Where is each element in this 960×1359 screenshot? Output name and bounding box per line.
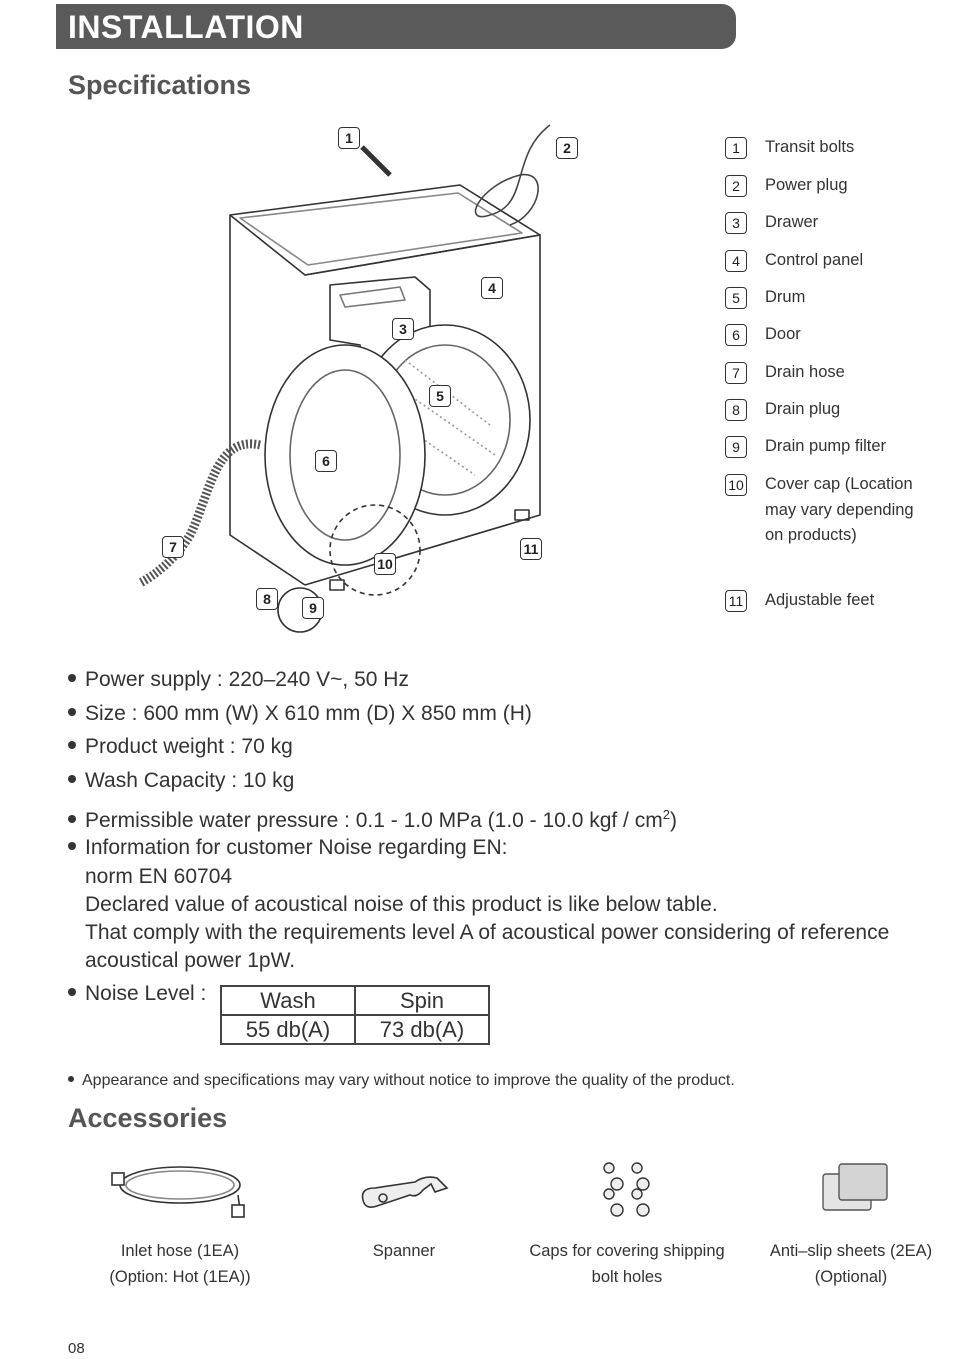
part-item [725, 362, 925, 386]
callout-3: 3 [392, 318, 414, 340]
accessory-spanner: Spanner [372, 1242, 436, 1260]
part-label: Door [765, 325, 801, 343]
bolt-caps-image [595, 1158, 660, 1223]
part-number: 1 [725, 137, 747, 159]
anti-slip-sheets-image [815, 1160, 895, 1215]
callout-5: 5 [429, 385, 451, 407]
spec-noise-norm: norm EN 60704 [85, 865, 233, 888]
part-number: 11 [725, 590, 747, 612]
part-number: 10 [725, 474, 747, 496]
table-cell: 73 db(A) [355, 1015, 489, 1044]
door [265, 345, 425, 565]
part-label: Adjustable feet [765, 591, 875, 609]
spec-pressure: Permissible water pressure : 0.1 - 1.0 MPa (1.0 - 10.0 kgf / $cm^2$) [68, 801, 677, 835]
bullet-icon [68, 708, 76, 716]
bullet-icon [68, 741, 76, 749]
part-label: Transit bolts [765, 138, 855, 156]
part-number: 5 [725, 287, 747, 309]
specifications-heading: Specifications [68, 70, 252, 100]
table-cell: 55 db(A) [221, 1015, 355, 1044]
part-label: Drum [765, 288, 806, 306]
part-item [725, 212, 925, 236]
part-number: 3 [725, 212, 747, 234]
part-label: Drain plug [765, 400, 841, 418]
transit-bolt [362, 147, 390, 175]
callout-10: 10 [374, 553, 396, 575]
part-item [725, 287, 925, 311]
part-label: Cover cap (Location may vary depending on products) [765, 475, 914, 544]
cabinet-top-inner [240, 193, 522, 265]
part-number: 8 [725, 399, 747, 421]
part-number: 4 [725, 250, 747, 272]
callout-11: 11 [520, 538, 542, 560]
spec-noise-power: acoustical power 1pW. [85, 949, 296, 972]
part-item [725, 474, 925, 549]
accessory-caps: Caps for covering shipping bolt holes [529, 1242, 725, 1286]
accessories-heading: Accessories [68, 1103, 228, 1133]
drain-hose [140, 444, 260, 583]
part-item [725, 436, 925, 460]
part-item [725, 399, 925, 423]
page-number: 08 [68, 1340, 85, 1357]
spec-noise-declared: Declared value of acoustical noise of this product is like below table. [85, 893, 718, 916]
spec-weight: Product weight : 70 kg [68, 733, 293, 761]
part-item [725, 175, 925, 199]
noise-table [220, 985, 490, 1045]
bullet-icon [68, 988, 76, 996]
part-item [725, 324, 925, 348]
table-header-cell: Wash [221, 986, 355, 1015]
accessory-anti-slip-sheets: Anti–slip sheets (2EA) (Optional) [769, 1242, 933, 1286]
bullet-icon [68, 775, 76, 783]
spec-power: Power supply : 220–240 V~, 50 Hz [68, 666, 409, 694]
table-row [221, 1015, 489, 1044]
callout-2: 2 [556, 137, 578, 159]
callout-7: 7 [162, 536, 184, 558]
spec-noise-level: Noise Level : [68, 980, 206, 1008]
inlet-hose-image [110, 1155, 250, 1225]
part-label: Control panel [765, 251, 864, 269]
callout-4: 4 [481, 277, 503, 299]
page-title: INSTALLATION [68, 9, 304, 45]
bullet-icon [68, 674, 76, 682]
bullet-icon [68, 1076, 74, 1082]
table-row [221, 986, 489, 1015]
callout-9: 9 [302, 597, 324, 619]
part-number: 7 [725, 362, 747, 384]
callout-1: 1 [338, 127, 360, 149]
spec-size: Size : 600 mm (W) X 610 mm (D) X 850 mm (H) [68, 700, 532, 728]
power-cord [476, 125, 550, 225]
callout-8: 8 [256, 588, 278, 610]
part-label: Drain pump filter [765, 437, 887, 455]
spec-notice: Appearance and specifications may vary without notice to improve the quality of the product. [68, 1072, 735, 1090]
header-bar [56, 4, 736, 49]
part-label: Drawer [765, 213, 819, 231]
part-number: 6 [725, 324, 747, 346]
part-item [725, 590, 925, 614]
part-item [725, 137, 925, 161]
part-number: 9 [725, 436, 747, 458]
spec-capacity: Wash Capacity : 10 kg [68, 767, 294, 795]
spanner-image [355, 1170, 455, 1215]
spec-noise-info: Information for customer Noise regarding EN: [68, 834, 508, 862]
accessory-inlet-hose: Inlet hose (1EA) (Option: Hot (1EA)) [109, 1242, 251, 1286]
table-header-cell: Spin [355, 986, 489, 1015]
bullet-icon [68, 815, 76, 823]
part-number: 2 [725, 175, 747, 197]
part-label: Drain hose [765, 363, 845, 381]
callout-6: 6 [315, 450, 337, 472]
part-label: Power plug [765, 176, 848, 194]
bullet-icon [68, 842, 76, 850]
spec-noise-comply: That comply with the requirements level A of acoustical power considering of reference [85, 921, 890, 944]
part-item [725, 250, 925, 274]
